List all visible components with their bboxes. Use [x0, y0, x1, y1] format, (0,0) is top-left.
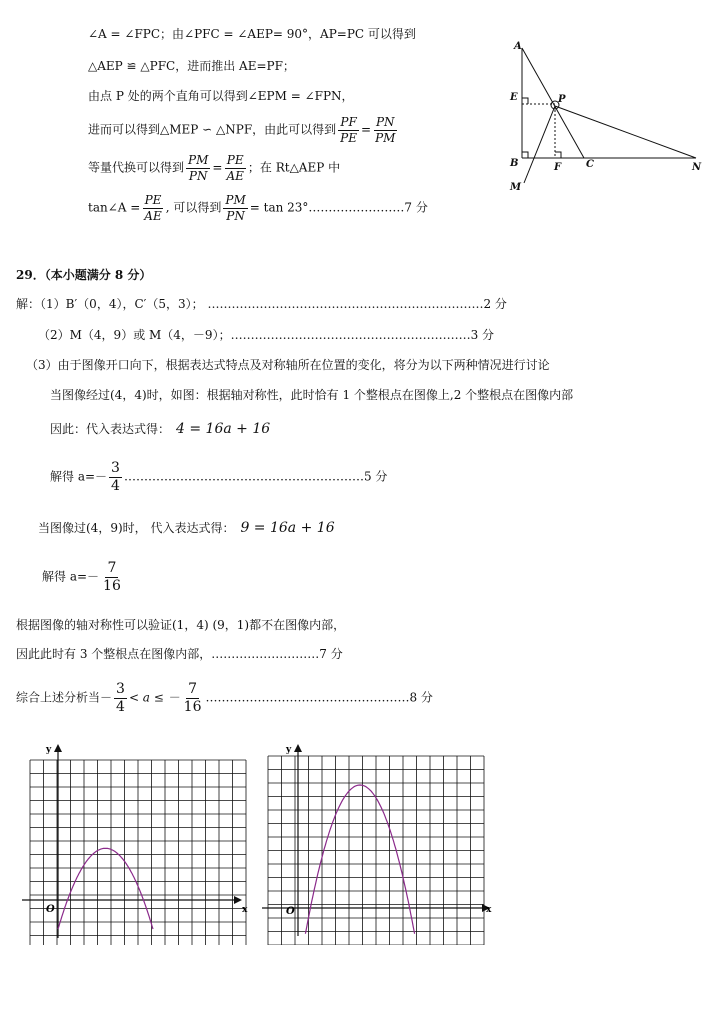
x-label-2: x — [486, 905, 492, 915]
fraction-7-16-b: $\frac{7}{16}$ — [183, 681, 202, 715]
line-29-3: （3）由于图像开口向下，根据表达式特点及对称轴所在位置的变化，将分为以下两种情况进行讨论 — [26, 358, 550, 372]
line-28-2: △AEP ≌ △PFC，进而推出 AE=PF； — [88, 59, 295, 73]
line-29-11: 综合上述分析当－ $\frac{3}{4}$ < a ≤ － $\frac{7}{16}$ ……………………………………………8 分 — [16, 681, 433, 715]
y-label-2: y — [286, 745, 292, 755]
grid-2 — [268, 756, 484, 945]
label-f: F — [554, 162, 562, 173]
label-b: B — [510, 158, 519, 169]
line-28-6: tan∠A = $\frac{PE}{AE}$ , 可以得到 $\frac{PM}{PN}$ = tan 23°……………………7 分 — [88, 193, 428, 223]
fraction-pe-ae: $\frac{PE}{AE}$ — [226, 153, 244, 183]
line-29-4: 当图像经过(4，4)时，如图：根据轴对称性，此时恰有 1 个整根点在图像上,2 个整根点在图像内部 — [50, 388, 574, 402]
parabola-curve-1 — [58, 848, 153, 929]
line-29-1: 解：（1）B′（0，4），C′（5，3）； ……………………………………………………………2 分 — [16, 297, 507, 311]
label-p: P — [558, 94, 566, 105]
x-arrow-1 — [234, 896, 242, 904]
label-c: C — [586, 159, 594, 170]
geometry-figure — [500, 38, 705, 190]
line-28-1: ∠A = ∠FPC；由∠PFC = ∠AEP= 90°，AP=PC 可以得到 — [88, 27, 416, 41]
line-28-4-text: 进而可以得到△MEP ∽ △NPF，由此可以得到 — [88, 122, 337, 137]
origin-label-2: O — [286, 906, 295, 917]
label-n: N — [692, 162, 702, 173]
y-arrow-2 — [294, 744, 302, 752]
label-a: A — [514, 41, 522, 52]
line-29-2: （2）M（4，9）或 M（4，－9）；……………………………………………………3 分 — [38, 328, 495, 342]
line-29-5: 因此：代入表达式得： 4 = 16a + 16 — [50, 421, 271, 437]
segment-ac — [522, 48, 584, 158]
line-28-3: 由点 P 处的两个直角可以得到∠EPM = ∠FPN， — [88, 89, 354, 103]
y-arrow-1 — [54, 744, 62, 752]
equation-9: 9 = 16a + 16 — [240, 520, 335, 536]
fraction-3-4: $\frac{3}{4}$ — [111, 460, 120, 494]
parabola-graph-1 — [18, 740, 250, 945]
line-29-8: 解得 a=－ $\frac{7}{16}$ — [42, 560, 121, 594]
origin-label-1: O — [46, 904, 55, 915]
line-28-4: 进而可以得到△MEP ∽ △NPF，由此可以得到 $\frac{PF}{PE}$ = $\frac{PN}{PM}$ — [88, 115, 396, 145]
heading-29: 29．（本小题满分 8 分） — [16, 268, 152, 282]
y-label-1: y — [46, 745, 52, 755]
line-29-7: 当图像过(4，9)时， 代入表达式得： 9 = 16a + 16 — [38, 520, 335, 536]
fraction-3-4-b: $\frac{3}{4}$ — [116, 681, 125, 715]
segment-pn — [555, 106, 696, 158]
fraction-pm-pn-2: $\frac{PM}{PN}$ — [225, 193, 246, 223]
right-angle-f — [555, 152, 561, 158]
segment-pm — [524, 106, 555, 183]
fraction-pm-pn: $\frac{PM}{PN}$ — [188, 153, 209, 183]
right-angle-b — [522, 152, 528, 158]
fraction-pn-pm: $\frac{PN}{PM}$ — [375, 115, 396, 145]
equation-4: 4 = 16a + 16 — [176, 421, 271, 437]
label-e: E — [510, 92, 518, 103]
parabola-graph-2 — [258, 740, 498, 945]
x-label-1: x — [242, 905, 248, 915]
line-28-5: 等量代换可以得到 $\frac{PM}{PN}$ = $\frac{PE}{AE}$ ；在 Rt△AEP 中 — [88, 153, 341, 183]
fraction-pe-ae-2: $\frac{PE}{AE}$ — [144, 193, 162, 223]
line-29-10: 因此此时有 3 个整根点在图像内部，………………………7 分 — [16, 647, 343, 661]
fraction-pf-pe: $\frac{PF}{PE}$ — [340, 115, 358, 145]
label-m: M — [510, 182, 522, 190]
grid-1 — [30, 760, 246, 945]
right-angle-e — [522, 98, 528, 104]
line-29-6: 解得 a=－ $\frac{3}{4}$ ……………………………………………………5 分 — [50, 460, 388, 494]
line-29-9: 根据图像的轴对称性可以验证(1，4) (9，1)都不在图像内部， — [16, 618, 346, 632]
fraction-7-16: $\frac{7}{16}$ — [103, 560, 121, 594]
